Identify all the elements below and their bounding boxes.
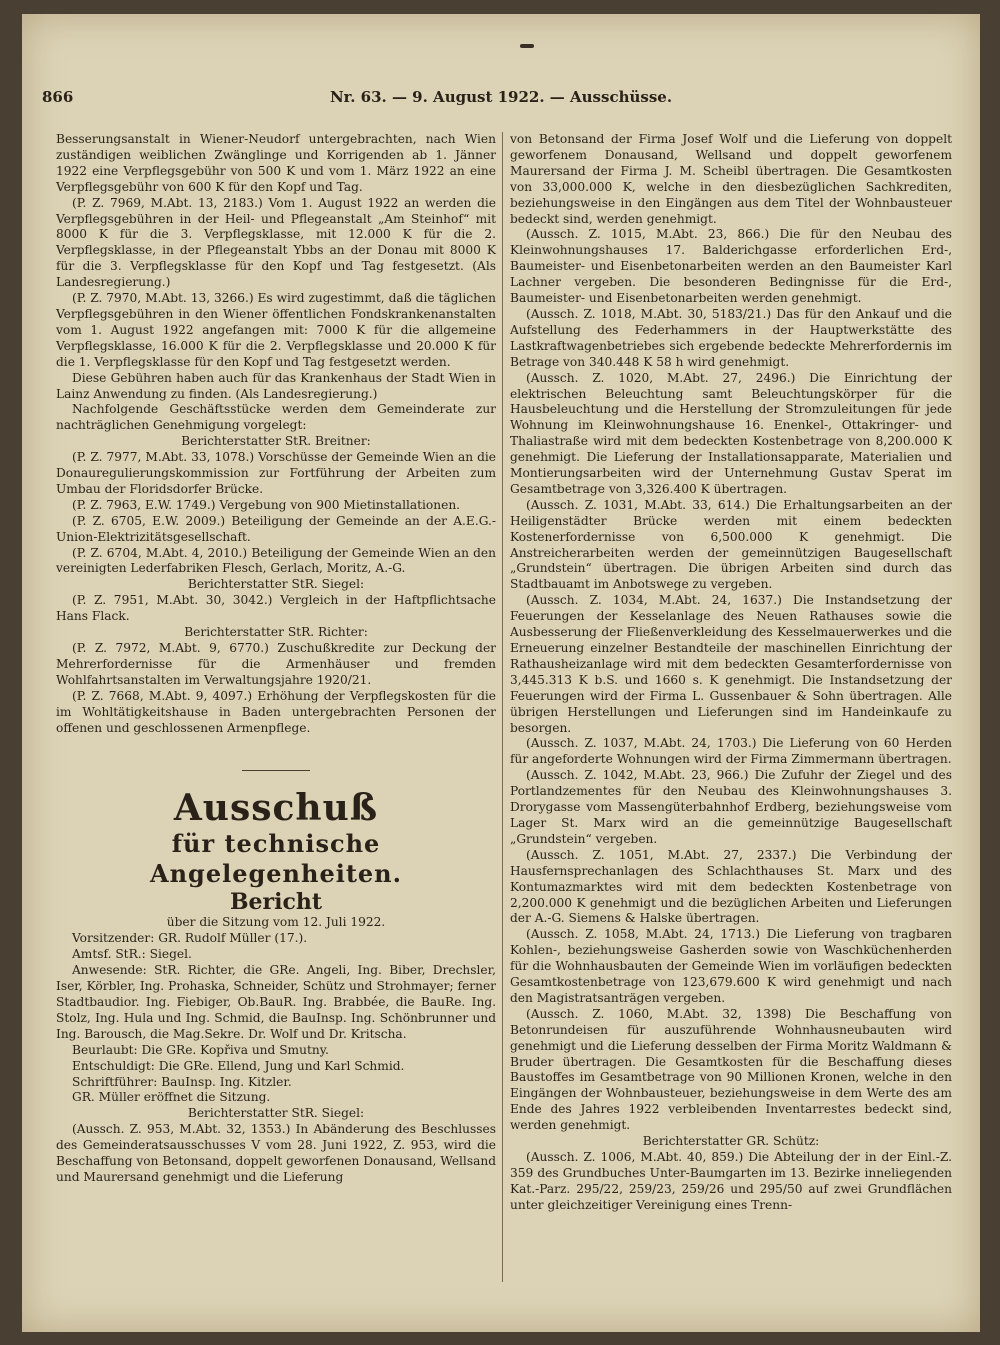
reporter-heading: Berichterstatter GR. Schütz: [642,1134,820,1149]
paragraph: Nachfolgende Geschäftsstücke werden dem Gemeinderate zur nachträglichen Genehmigung vorgelegt: [56,402,496,433]
paragraph: (P. Z. 7977, M.Abt. 33, 1078.) Vorschüsse der Gemeinde Wien an die Donauregulierungskommission zur Fortführung der Arbeiten zum Umbau der Floridsdorfer Brücke. [56,450,496,496]
page-number: 866 [42,88,74,106]
paragraph: (Aussch. Z. 1015, M.Abt. 23, 866.) Die für den Neubau des Kleinwohnungshauses 17. Balderichgasse erforderlichen Erd-, Baumeister- und Eisenbetonarbeiten werden an den Baumeister Karl Lachner vergeben. Die besonderen Bedingnisse für die Erd-, Baumeister- und Eisenbetonarbeiten werden genehmigt. [510,227,952,306]
amtsf-line: Amtsf. StR.: Siegel. [72,947,192,962]
running-title: Nr. 63. — 9. August 1922. — Ausschüsse. [329,88,673,106]
paragraph: (P. Z. 7972, M.Abt. 9, 6770.) Zuschußkredite zur Deckung der Mehrerfordernisse für die Armenhäuser und fremden Wohlfahrtsanstalten im Verwaltungsjahre 1920/21. [56,641,496,687]
column-divider [502,132,503,1282]
on-leave: Beurlaubt: Die GRe. Kopřiva und Smutny. [72,1042,329,1057]
reporter-heading: Berichterstatter StR. Breitner: [181,434,371,449]
paragraph: (Aussch. Z. 1031, M.Abt. 33, 614.) Die Erhaltungsarbeiten an der Heiligenstädter Brücke werden mit einem bedeckten Kostenerfordernisse von 6,500.000 K genehmigt. Die Anstreicherarbeiten werden der gemeinnützigen Baugesellschaft „Grundstein“ übertragen. Die übrigen Arbeiten sind durch das Stadtbauamt im Anbotswege zu vergeben. [510,497,952,592]
paragraph: (Aussch. Z. 1020, M.Abt. 27, 2496.) Die Einrichtung der elektrischen Beleuchtung samt Beleuchtungskörper für die Hausbeleuchtung und die Herstellung der Stromzuleitungen für jede Wohnung im Kleinwohnungshause 16. Enenkel-, Ottakringer- und Thaliastraße wird mit dem bedeckten Kostenbetrage von 8,200.000 K genehmigt. Die Lieferung der Installationsapparate, Materialien und Montierungsarbeiten wird der Unternehmung Gustav Sperat im Gesamtbetrage von 3,326.400 K übertragen. [510,370,952,496]
page-header [42,86,960,112]
paragraph: (P. Z. 7969, M.Abt. 13, 2183.) Vom 1. August 1922 an werden die Verpflegsgebühren in der Heil- und Pflegeanstalt „Am Steinhof“ mit 8000 K für die 3. Verpflegsklasse, mit 12.000 K für die 2. Verpflegsklasse, in der Pflegeanstalt Ybbs an der Donau mit 8000 K für die 3. Verpflegsklasse für den Kopf und Tag festgesetzt. (Als Landesregierung.) [56,195,496,290]
paragraph: (Aussch. Z. 1018, M.Abt. 30, 5183/21.) Das für den Ankauf und die Aufstellung des Federhammers in der Hauptwerkstätte des Lastkraftwagenbetriebes sich ergebende bedeckte Mehrerfordernis im Betrage von 340.448 K 58 h wird genehmigt. [510,306,952,369]
paragraph: (Aussch. Z. 1051, M.Abt. 27, 2337.) Die Verbindung der Hausfernsprechanlagen des Schlachthauses St. Marx und des Kontumazmarktes wird mit dem bedeckten Kostenbetrage von 2,200.000 K genehmigt und die bezüglichen Arbeiten und Lieferungen der A.-G. Siemens & Halske übertragen. [510,847,952,926]
ink-mark [520,44,534,48]
newspaper-page [22,14,980,1332]
paragraph: (Aussch. Z. 1037, M.Abt. 24, 1703.) Die Lieferung von 60 Herden für angeforderte Wohnungen wird der Firma Zimmermann übertragen. [510,736,952,767]
paragraph: Diese Gebühren haben auch für das Krankenhaus der Stadt Wien in Lainz Anwendung zu finden. (Als Landesregierung.) [56,370,496,401]
chair-line: Vorsitzender: GR. Rudolf Müller (17.). [72,931,308,946]
paragraph: (P. Z. 6704, M.Abt. 4, 2010.) Beteiligung der Gemeinde Wien an den vereinigten Lederfabriken Flesch, Gerlach, Moritz, A.-G. [56,545,496,576]
paragraph: (P. Z. 6705, E.W. 2009.) Beteiligung der Gemeinde an der A.E.G.-Union-Elektrizitätsgesellschaft. [56,513,496,544]
paragraph: (Aussch. Z. 1006, M.Abt. 40, 859.) Die Abteilung der in der Einl.-Z. 359 des Grundbuches Unter-Baumgarten im 13. Bezirke inneliegenden Kat.-Parz. 295/22, 259/23, 259/26 und 295/50 auf zwei Grundflächen unter gleichzeitiger Vereinigung eines Trenn- [510,1150,952,1212]
session-date: über die Sitzung vom 12. Juli 1922. [166,915,386,930]
paragraph: (P. Z. 7970, M.Abt. 13, 3266.) Es wird zugestimmt, daß die täglichen Verpflegsgebühren in den Wiener öffentlichen Fondskrankenanstalten vom 1. August 1922 angefangen mit: 7000 K für die allgemeine Verpflegsklasse, 16.000 K für die 2. Verpflegsklasse und 20.000 K für die 1. Verpflegsklasse für den Kopf und Tag festgesetzt werden. [56,291,496,369]
section-subtitle: für technische Angelegenheiten. [149,829,402,889]
report-heading: Bericht [229,889,323,916]
paragraph: (P. Z. 7951, M.Abt. 30, 3042.) Vergleich in der Haftpflichtsache Hans Flack. [56,593,496,624]
paragraph: (Aussch. Z. 1060, M.Abt. 32, 1398) Die Beschaffung von Betonrundeisen für auszuführende Wohnhausneubauten wird genehmigt und die Lieferung desselben der Firma Moritz Waldmann & Bruder übertragen. Die Gesamtkosten für die Beschaffung dieses Baustoffes im Gesamtbetrage von 90 Millionen Kronen, welche in den Eingängen der Wohnbausteuer, beziehungsweise in dem Werte des am Ende des Jahres 1922 verbleibenden Inventarrestes bedeckt sind, werden genehmigt. [510,1006,952,1133]
section-title: Ausschuß [173,787,379,830]
paragraph: (P. Z. 7963, E.W. 1749.) Vergebung von 900 Mietinstallationen. [72,497,461,512]
paragraph: (Aussch. Z. 1034, M.Abt. 24, 1637.) Die Instandsetzung der Feuerungen der Kesselanlage des Neuen Rathauses sowie die Ausbesserung der Fließenverkleidung des Kesselmauerwerkes und die Erneuerung einzelner Bestandteile der maschinellen Einrichtung der Rathausheizanlage wird mit dem bedeckten Gesamterfordernisse von 3,445.313 K b.S. und 1660 s. K genehmigt. Die Instandsetzung der Feuerungen wird der Firma L. Gussenbauer & Sohn übertragen. Alle übrigen Herstellungen und Lieferungen sind im Handeinkaufe zu besorgen. [510,593,952,735]
right-column [510,132,952,1214]
reporter-heading: Berichterstatter StR. Siegel: [187,577,365,592]
paragraph: Besserungsanstalt in Wiener-Neudorf untergebrachten, nach Wien zuständigen weiblichen Zwänglinge und Korrigenden ab 1. Jänner 1922 eine Verpflegsgebühr von 500 K und vom 1. März 1922 an eine Verpflegsgebühr von 600 K für den Kopf und Tag. [56,132,496,194]
opening: GR. Müller eröffnet die Sitzung. [72,1090,271,1105]
excused: Entschuldigt: Die GRe. Ellend, Jung und Karl Schmid. [72,1058,405,1073]
paragraph: (P. Z. 7668, M.Abt. 9, 4097.) Erhöhung der Verpflegskosten für die im Wohltätigkeitshause in Baden untergebrachten Personen der offenen und geschlossenen Armenpflege. [56,688,496,735]
paragraph: (Aussch. Z. 1058, M.Abt. 24, 1713.) Die Lieferung von tragbaren Kohlen-, beziehungsweise Gasherden sowie von Waschküchenherden für die Wohnhausbauten der Gemeinde Wien im vorläufigen bedeckten Gesamtkostenbetrage von 123,679.600 K wird genehmigt und nach den Magistratsanträgen vergeben. [510,927,952,1005]
paragraph: (Aussch. Z. 1042, M.Abt. 23, 966.) Die Zufuhr der Ziegel und des Portlandzementes für den Neubau des Kleinwohnungshauses 3. Drorygasse vom Massengüterbahnhof Erdberg, beziehungsweise vom Lager St. Marx wird an die gemeinnützige Baugesellschaft „Grundstein“ vergeben. [510,768,952,846]
section-rule [242,770,310,771]
paragraph: von Betonsand der Firma Josef Wolf und die Lieferung von doppelt geworfenem Donausand, Wellsand und doppelt geworfenem Maurersand der Firma J. M. Scheibl übertragen. Die Gesamtkosten von 33,000.000 K, welche in den diesbezüglichen Sachkrediten, beziehungsweise in den Eingängen aus dem Titel der Wohnbausteuer bedeckt sind, werden genehmigt. [510,132,952,226]
attendees: Anwesende: StR. Richter, die GRe. Angeli, Ing. Biber, Drechsler, Iser, Körbler, Ing. Prohaska, Schneider, Schütz und Strohmayer; ferner Stadtbaudior. Ing. Fiebiger, Ob.BauR. Ing. Brabbée, die BauRe. Ing. Stolz, Ing. Hula und Ing. Schmid, die BauInsp. Ing. Schönbrunner und Ing. Barousch, die Mag.Sekre. Dr. Wolf und Dr. Kritscha. [56,963,496,1041]
paragraph: (Aussch. Z. 953, M.Abt. 32, 1353.) In Abänderung des Beschlusses des Gemeinderatsausschusses V vom 28. Juni 1922, Z. 953, wird die Beschaffung von Betonsand, doppelt geworfenen Donausand, Wellsand und Maurersand genehmigt und die Lieferung [56,1122,496,1184]
left-column [56,132,496,1186]
reporter-heading: Berichterstatter StR. Siegel: [187,1106,365,1121]
reporter-heading: Berichterstatter StR. Richter: [184,625,368,640]
secretary: Schriftführer: BauInsp. Ing. Kitzler. [72,1074,292,1089]
